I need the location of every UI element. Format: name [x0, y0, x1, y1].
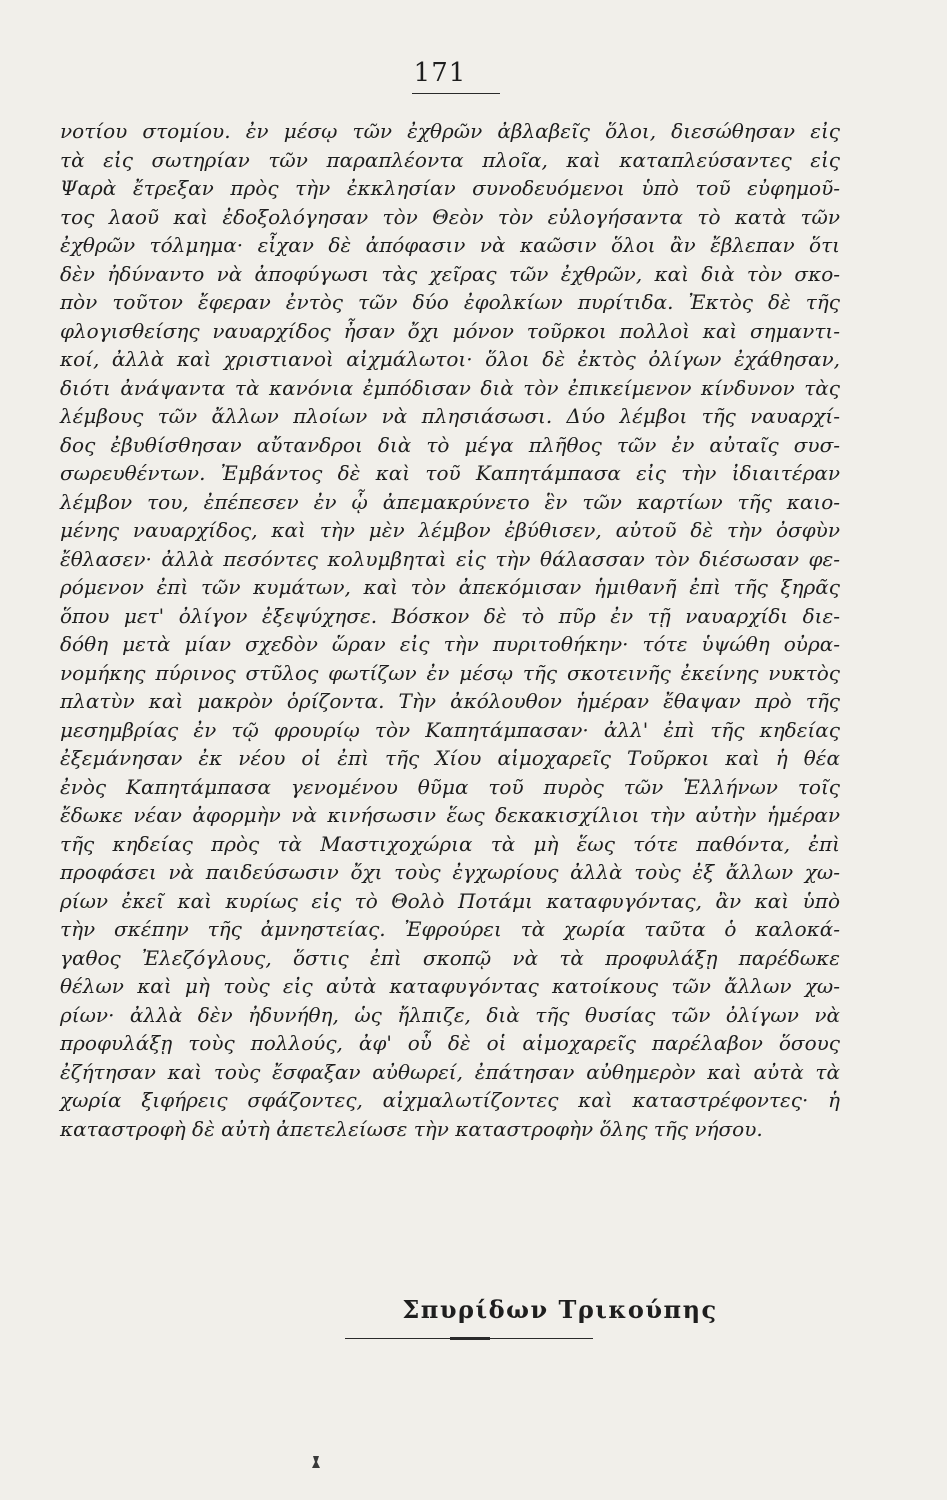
text-line: ἐζήτησαν καὶ τοὺς ἔσφαξαν αὐθωρεί, ἐπάτησαν αὐθημερὸν καὶ αὐτὰ τὰ — [60, 1059, 840, 1084]
text-line: ἐχθρῶν τόλμημα· εἶχαν δὲ ἀπόφασιν νὰ καῶσιν ὅλοι ἂν ἔβλεπαν ὅτι — [60, 233, 840, 257]
text-line: ἔδωκε νέαν ἀφορμὴν νὰ κινήσωσιν ἕως δεκακισχίλιοι τὴν αὐτὴν ἡμέραν — [60, 803, 840, 827]
text-line: σωρευθέντων. Ἐμβάντος δὲ καὶ τοῦ Καπητάμπασα εἰς τὴν ἰδιαιτέραν — [60, 461, 840, 485]
text-line: καταστροφὴ δὲ αὐτὴ ἀπετελείωσε τὴν καταστροφὴν ὅλης τῆς νήσου. — [60, 1116, 763, 1141]
text-line: λέμβους τῶν ἄλλων πλοίων νὰ πλησιάσωσι. Δύο λέμβοι τῆς ναυαρχί- — [60, 404, 840, 428]
text-line: Ψαρὰ ἔτρεξαν πρὸς τὴν ἐκκλησίαν συνοδευόμενοι ὑπὸ τοῦ εὐφημοῦ- — [60, 176, 840, 200]
text-line: πὸν τοῦτον ἔφεραν ἐντὸς τῶν δύο ἐφολκίων πυρίτιδα. Ἐκτὸς δὲ τῆς — [60, 290, 840, 314]
author-signature: Σπυρίδων Τρικούπης — [402, 1295, 718, 1324]
text-line: γαθος Ἐλεζόγλους, ὅστις ἐπὶ σκοπῷ νὰ τὰ προφυλάξῃ παρέδωκε — [60, 945, 840, 970]
text-line: προφυλάξῃ τοὺς πολλούς, ἀφ' οὗ δὲ οἱ αἱμοχαρεῖς παρέλαβον ὅσους — [60, 1031, 840, 1055]
text-line: ἐνὸς Καπητάμπασα γενομένου θῦμα τοῦ πυρὸς τῶν Ἑλλήνων τοῖς — [60, 774, 840, 799]
text-line: διότι ἀνάψαντα τὰ κανόνια ἐμπόδισαν διὰ τὸν ἐπικείμενον κίνδυνον τὰς — [60, 375, 840, 400]
end-rule-ornament — [450, 1337, 490, 1340]
text-line: φλογισθείσης ναυαρχίδος ἦσαν ὄχι μόνον τοῦρκοι πολλοὶ καὶ σημαντι- — [60, 318, 840, 343]
text-line: τος λαοῦ καὶ ἐδοξολόγησαν τὸν Θεὸν τὸν εὐλογήσαντα τὸ κατὰ τῶν — [60, 204, 840, 229]
text-line: ρίων ἐκεῖ καὶ κυρίως εἰς τὸ Θολὸ Ποτάμι καταφυγόντας, ἂν καὶ ὑπὸ — [60, 888, 840, 913]
text-line: χωρία ξιφήρεις σφάζοντες, αἰχμαλωτίζοντες καὶ καταστρέφοντες· ἡ — [60, 1088, 840, 1112]
text-line: τὴν σκέπην τῆς ἀμνηστείας. Ἐφρούρει τὰ χωρία ταῦτα ὁ καλοκά- — [60, 917, 840, 941]
text-line: ὅπου μετ' ὀλίγον ἐξεψύχησε. Βόσκον δὲ τὸ πῦρ ἐν τῇ ναυαρχίδι διε- — [60, 603, 840, 628]
text-line: πλατὺν καὶ μακρὸν ὁρίζοντα. Τὴν ἀκόλουθον ἡμέραν ἔθαψαν πρὸ τῆς — [60, 689, 840, 713]
text-line: δόθη μετὰ μίαν σχεδὸν ὥραν εἰς τὴν πυριτοθήκην· τότε ὑψώθη οὐρα- — [60, 632, 840, 656]
text-line: νοτίου στομίου. ἐν μέσῳ τῶν ἐχθρῶν ἀβλαβεῖς ὅλοι, διεσώθησαν εἰς — [60, 119, 840, 143]
text-line: ἔθλασεν· ἀλλὰ πεσόντες κολυμβηταὶ εἰς τὴν θάλασσαν τὸν διέσωσαν φε- — [60, 546, 840, 571]
text-line: ρόμενον ἐπὶ τῶν κυμάτων, καὶ τὸν ἀπεκόμισαν ἡμιθανῆ ἐπὶ τῆς ξηρᾶς — [60, 575, 840, 599]
printer-mark-icon — [310, 1455, 322, 1469]
body-text — [60, 117, 840, 1143]
text-line: λέμβον του, ἐπέπεσεν ἐν ᾧ ἀπεμακρύνετο ἓν τῶν καρτίων τῆς καιο- — [60, 489, 840, 514]
text-line: κοί, ἀλλὰ καὶ χριστιανοὶ αἰχμάλωτοι· ὅλοι δὲ ἐκτὸς ὀλίγων ἐχάθησαν, — [60, 347, 840, 371]
text-line: δὲν ἠδύναντο νὰ ἀποφύγωσι τὰς χεῖρας τῶν ἐχθρῶν, καὶ διὰ τὸν σκο- — [60, 261, 840, 286]
text-line: προφάσει νὰ παιδεύσωσιν ὄχι τοὺς ἐγχωρίους ἀλλὰ τοὺς ἐξ ἄλλων χω- — [60, 860, 840, 884]
page-number: 171 — [413, 58, 467, 88]
text-line: μεσημβρίας ἐν τῷ φρουρίῳ τὸν Καπητάμπασαν· ἀλλ' ἐπὶ τῆς κηδείας — [60, 717, 840, 742]
text-line: τῆς κηδείας πρὸς τὰ Μαστιχοχώρια τὰ μὴ ἕως τότε παθόντα, ἐπὶ — [60, 831, 840, 856]
text-line: νομήκης πύρινος στῦλος φωτίζων ἐν μέσῳ τῆς σκοτεινῆς ἐκείνης νυκτὸς — [60, 660, 840, 685]
text-line: ρίων· ἀλλὰ δὲν ἠδυνήθη, ὡς ἤλπιζε, διὰ τῆς θυσίας τῶν ὀλίγων νὰ — [60, 1002, 840, 1027]
page-number-rule — [412, 93, 500, 94]
text-line: τὰ εἰς σωτηρίαν τῶν παραπλέοντα πλοῖα, καὶ καταπλεύσαντες εἰς — [60, 147, 840, 172]
text-line: ἐξεμάνησαν ἐκ νέου οἱ ἐπὶ τῆς Χίου αἱμοχαρεῖς Τοῦρκοι καὶ ἡ θέα — [60, 746, 840, 770]
text-line: δος ἐβυθίσθησαν αὔτανδροι διὰ τὸ μέγα πλῆθος τῶν ἐν αὐταῖς συσ- — [60, 432, 840, 457]
text-line: θέλων καὶ μὴ τοὺς εἰς αὐτὰ καταφυγόντας κατοίκους τῶν ἄλλων χω- — [60, 974, 840, 998]
text-line: μένης ναυαρχίδος, καὶ τὴν μὲν λέμβον ἐβύθισεν, αὐτοῦ δὲ τὴν ὀσφὺν — [60, 518, 840, 542]
